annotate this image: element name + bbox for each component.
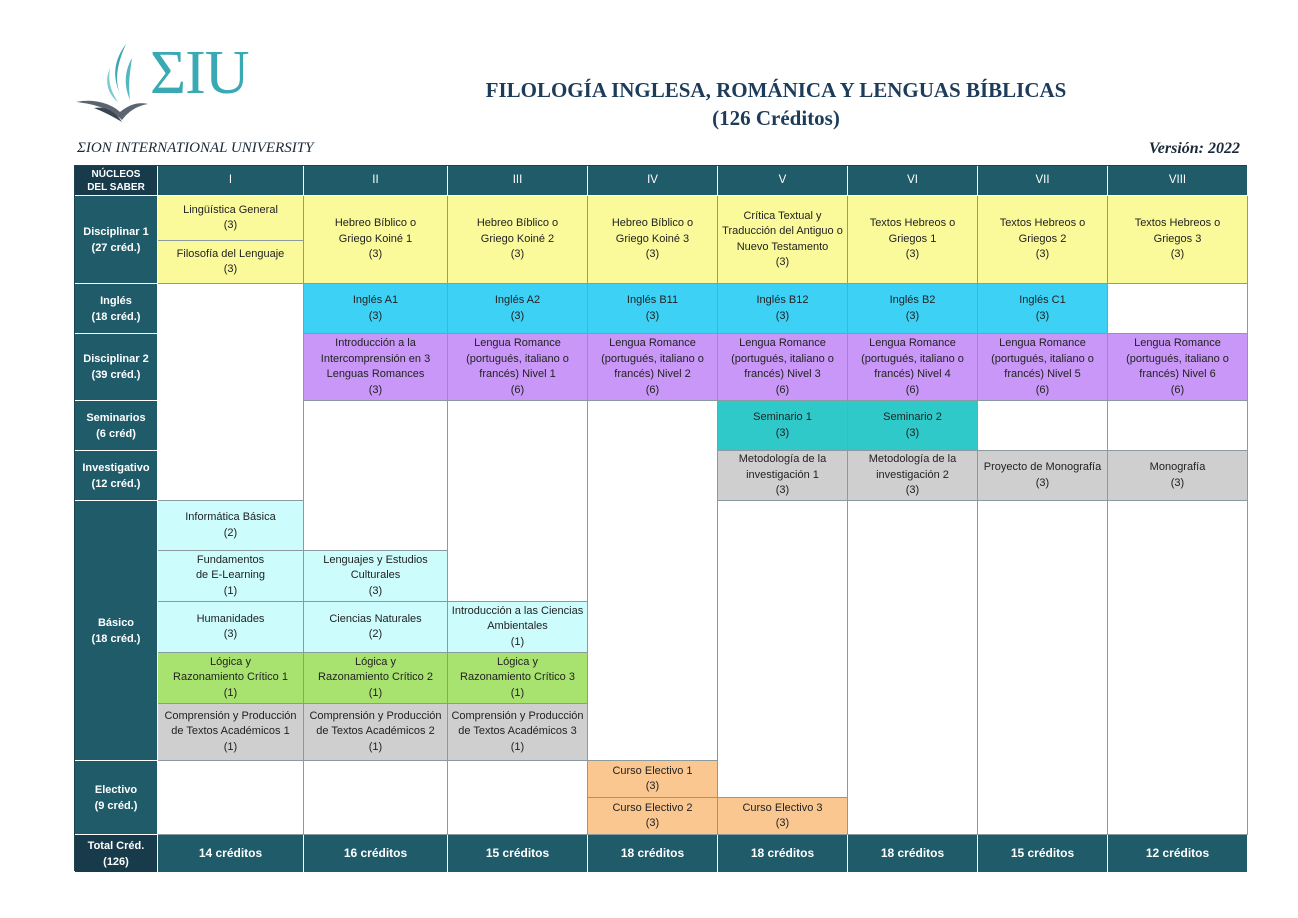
course-line: (1) — [223, 584, 238, 597]
course-line: (3) — [775, 256, 790, 268]
course-cell — [158, 551, 304, 602]
empty-cell — [304, 401, 448, 551]
row-header-credits: (18 créd.) — [91, 632, 141, 645]
course-line: Griego Koiné 3 — [615, 232, 690, 245]
course-line: de Textos Académicos 3 — [458, 725, 577, 738]
course-line: Lógica y — [355, 655, 396, 668]
row-header-name: Disciplinar 2 — [83, 353, 149, 365]
course-cell — [158, 501, 304, 551]
course-line: Comprensión y Producción — [451, 709, 584, 722]
page-title: FILOLOGÍA INGLESA, ROMÁNICA Y LENGUAS BÍBLICAS — [485, 78, 1067, 102]
course-line: Textos Hebreos o — [1134, 217, 1221, 230]
course-line: Razonamiento Crítico 3 — [460, 671, 575, 684]
course-line: (2) — [223, 526, 238, 539]
course-line: Lingüística General — [183, 203, 278, 216]
course-line: Lenguajes y Estudios — [323, 553, 428, 566]
course-line: (3) — [1170, 476, 1185, 489]
course-line: francés) Nivel 2 — [614, 368, 691, 380]
course-line: (1) — [510, 740, 525, 753]
total-credits: 14 créditos — [158, 835, 304, 873]
semester-header: VII — [978, 166, 1108, 196]
course-line: Culturales — [350, 569, 401, 582]
course-line: Inglés A2 — [494, 294, 541, 306]
course-line: (1) — [223, 686, 238, 699]
course-line: francés) Nivel 4 — [874, 368, 951, 380]
course-cell — [848, 334, 978, 401]
course-line: (3) — [1035, 248, 1050, 261]
total-credits: 18 créditos — [718, 835, 848, 873]
course-line: Inglés C1 — [1019, 294, 1066, 306]
course-line: (portugués, italiano o — [601, 352, 704, 365]
course-line: (2) — [368, 628, 383, 640]
course-line: (3) — [775, 817, 790, 829]
empty-cell — [848, 501, 978, 835]
logo-text: ΣIU — [150, 39, 249, 107]
empty-cell — [1108, 501, 1248, 835]
course-cell — [588, 196, 718, 284]
university-name: ΣION INTERNATIONAL UNIVERSITY — [77, 140, 314, 156]
course-cell — [158, 653, 304, 704]
row-header — [75, 761, 158, 835]
course-line: (3) — [368, 309, 383, 322]
total-credits: 15 créditos — [978, 835, 1108, 873]
row-header-credits: (18 créd.) — [91, 310, 141, 323]
total-credits: 18 créditos — [848, 835, 978, 873]
course-line: Textos Hebreos o — [869, 217, 956, 230]
course-line: Lengua Romance — [739, 337, 826, 349]
course-cell — [1108, 196, 1248, 284]
course-line: Metodología de la — [738, 453, 827, 466]
row-header-credits: (27 créd.) — [91, 241, 141, 254]
course-line: francés) Nivel 5 — [1004, 368, 1081, 380]
course-line: Razonamiento Crítico 1 — [173, 671, 288, 684]
empty-cell — [1108, 284, 1248, 334]
empty-cell — [718, 501, 848, 798]
course-cell — [718, 798, 848, 835]
row-header-name: Disciplinar 1 — [83, 225, 149, 238]
course-line: Curso Electivo 1 — [612, 764, 693, 777]
course-line: Textos Hebreos o — [999, 217, 1086, 230]
course-line: Inglés B2 — [889, 294, 936, 306]
course-line: Razonamiento Crítico 2 — [318, 671, 433, 684]
course-line: (1) — [510, 635, 525, 648]
course-line: Inglés B11 — [626, 294, 679, 306]
course-cell — [718, 196, 848, 284]
semester-header: IV — [588, 166, 718, 196]
total-credits: 15 créditos — [448, 835, 588, 873]
course-line: (3) — [223, 628, 238, 640]
course-line: (1) — [223, 740, 238, 753]
row-header-name: Electivo — [94, 783, 138, 796]
empty-cell — [448, 401, 588, 602]
course-line: Monografía — [1149, 461, 1206, 473]
course-cell — [588, 761, 718, 798]
course-line: (3) — [905, 248, 920, 261]
course-cell — [848, 284, 978, 334]
semester-header: V — [718, 166, 848, 196]
course-line: Ambientales — [487, 620, 548, 633]
course-line: francés) Nivel 3 — [744, 368, 821, 380]
total-credits: 12 créditos — [1108, 835, 1248, 873]
course-cell — [588, 798, 718, 835]
course-cell — [978, 196, 1108, 284]
course-line: Griegos 2 — [1018, 232, 1067, 245]
course-cell — [978, 334, 1108, 401]
course-line: (3) — [775, 484, 790, 497]
course-line: Lógica y — [497, 655, 538, 668]
semester-header: III — [448, 166, 588, 196]
course-line: Hebreo Bíblico o — [611, 217, 694, 230]
course-line: (3) — [905, 309, 920, 322]
course-cell — [304, 284, 448, 334]
course-cell — [1108, 451, 1248, 501]
course-line: francés) Nivel 1 — [479, 368, 556, 380]
course-line: Griegos 1 — [888, 232, 937, 245]
course-line: (6) — [775, 383, 790, 396]
course-line: Curso Electivo 2 — [612, 801, 693, 814]
course-line: Informática Básica — [185, 511, 276, 523]
row-header-credits: (6 créd) — [96, 427, 136, 440]
course-line: (3) — [368, 584, 383, 597]
course-line: Curso Electivo 3 — [742, 801, 823, 814]
course-cell — [588, 284, 718, 334]
course-line: (3) — [368, 383, 383, 396]
course-line: Hebreo Bíblico o — [476, 217, 559, 230]
course-line: (1) — [510, 686, 525, 699]
course-line: (6) — [1035, 383, 1050, 396]
row-header-name: Seminarios — [86, 411, 146, 424]
curriculum-table — [74, 165, 1247, 871]
course-cell — [448, 196, 588, 284]
course-cell — [588, 334, 718, 401]
course-line: Inglés B12 — [756, 294, 809, 306]
course-cell — [304, 704, 448, 761]
course-line: (3) — [645, 817, 660, 829]
course-cell — [158, 704, 304, 761]
course-line: (3) — [223, 263, 238, 275]
course-line: (6) — [510, 383, 525, 396]
course-line: de E-Learning — [195, 569, 266, 582]
course-cell — [304, 602, 448, 653]
course-line: (1) — [368, 686, 383, 699]
course-line: (3) — [775, 309, 790, 322]
course-line: (3) — [645, 780, 660, 792]
course-line: Griego Koiné 2 — [480, 232, 555, 245]
course-line: Fundamentos — [196, 553, 265, 566]
course-line: Lógica y — [210, 655, 251, 668]
course-line: (3) — [905, 484, 920, 497]
total-label — [75, 835, 158, 873]
course-line: (3) — [1035, 309, 1050, 322]
row-header-credits: (39 créd.) — [91, 369, 141, 381]
semester-header: I — [158, 166, 304, 196]
course-line: (3) — [645, 248, 660, 261]
course-line: Introducción a las Ciencias — [451, 604, 584, 617]
row-header — [75, 284, 158, 334]
row-header — [75, 501, 158, 761]
course-line: Lengua Romance — [609, 337, 696, 349]
course-line: Inglés A1 — [352, 294, 399, 306]
course-line: (3) — [510, 248, 525, 261]
empty-cell — [448, 761, 588, 835]
course-line: Lenguas Romances — [326, 368, 425, 380]
course-cell — [448, 284, 588, 334]
course-line: (6) — [905, 383, 920, 396]
course-cell — [848, 401, 978, 451]
row-header — [75, 334, 158, 401]
course-line: (3) — [1035, 476, 1050, 489]
course-cell — [978, 451, 1108, 501]
course-cell — [448, 704, 588, 761]
course-line: Filosofía del Lenguaje — [176, 247, 285, 260]
course-line: Humanidades — [196, 612, 265, 625]
row-header — [75, 401, 158, 451]
course-line: (6) — [1170, 383, 1185, 396]
course-line: de Textos Académicos 1 — [171, 725, 290, 738]
course-line: (3) — [1170, 248, 1185, 261]
course-cell — [304, 196, 448, 284]
course-line: (6) — [645, 383, 660, 396]
course-line: Proyecto de Monografía — [983, 461, 1102, 473]
course-line: (1) — [368, 740, 383, 753]
empty-cell — [304, 761, 448, 835]
empty-cell — [158, 284, 304, 501]
corner-line: NÚCLEOS — [91, 168, 141, 180]
course-cell — [848, 451, 978, 501]
row-header-credits: (12 créd.) — [91, 477, 141, 490]
empty-cell — [158, 761, 304, 835]
course-line: (3) — [223, 219, 238, 231]
course-line: (3) — [905, 426, 920, 439]
course-line: (3) — [368, 248, 383, 261]
course-line: Introducción a la — [335, 337, 416, 349]
course-line: (portugués, italiano o — [1126, 352, 1229, 365]
course-line: (portugués, italiano o — [991, 352, 1094, 365]
course-line: Lengua Romance — [1134, 337, 1221, 349]
course-cell — [304, 653, 448, 704]
total-label-line: Total Créd. — [87, 839, 145, 852]
course-line: (portugués, italiano o — [731, 352, 834, 365]
empty-cell — [978, 401, 1108, 451]
course-line: Metodología de la — [868, 453, 957, 466]
course-cell — [158, 196, 304, 241]
course-line: Traducción del Antiguo o — [722, 225, 843, 237]
semester-header: II — [304, 166, 448, 196]
corner-line: DEL SABER — [87, 181, 145, 193]
course-cell — [158, 241, 304, 284]
course-cell — [718, 401, 848, 451]
semester-header: VI — [848, 166, 978, 196]
corner-header — [75, 166, 158, 196]
row-header-name: Investigativo — [82, 461, 150, 474]
course-line: Lengua Romance — [474, 337, 561, 349]
course-line: de Textos Académicos 2 — [316, 725, 435, 738]
course-line: Griegos 3 — [1153, 232, 1202, 245]
course-line: Nuevo Testamento — [736, 240, 829, 253]
empty-cell — [588, 401, 718, 761]
row-header — [75, 451, 158, 501]
course-line: Hebreo Bíblico o — [334, 217, 417, 230]
course-line: Intercomprensión en 3 — [320, 352, 431, 365]
course-cell — [304, 551, 448, 602]
course-cell — [448, 653, 588, 704]
course-line: Seminario 2 — [883, 411, 942, 423]
course-cell — [448, 334, 588, 401]
semester-header: VIII — [1108, 166, 1248, 196]
course-cell — [718, 334, 848, 401]
course-cell — [848, 196, 978, 284]
page-subtitle: (126 Créditos) — [712, 106, 840, 130]
course-cell — [718, 284, 848, 334]
version-label: Versión: 2022 — [1148, 140, 1240, 157]
course-line: (3) — [775, 426, 790, 439]
course-line: Seminario 1 — [753, 411, 812, 423]
course-line: francés) Nivel 6 — [1139, 368, 1216, 380]
course-line: investigación 2 — [876, 468, 949, 481]
course-line: Comprensión y Producción — [164, 709, 297, 722]
total-credits: 16 créditos — [304, 835, 448, 873]
course-cell — [1108, 334, 1248, 401]
course-cell — [448, 602, 588, 653]
course-line: (3) — [645, 309, 660, 322]
total-credits: 18 créditos — [588, 835, 718, 873]
empty-cell — [978, 501, 1108, 835]
course-line: (portugués, italiano o — [466, 352, 569, 365]
course-line: Lengua Romance — [999, 337, 1086, 349]
course-cell — [978, 284, 1108, 334]
row-header-name: Básico — [97, 616, 135, 629]
course-cell — [304, 334, 448, 401]
course-line: Griego Koiné 1 — [338, 232, 413, 245]
course-line: (3) — [510, 309, 525, 322]
course-cell — [718, 451, 848, 501]
course-line: Lengua Romance — [869, 337, 956, 349]
course-line: Crítica Textual y — [743, 209, 822, 222]
total-label-line: (126) — [103, 855, 129, 868]
empty-cell — [1108, 401, 1248, 451]
row-header-name: Inglés — [100, 294, 132, 307]
course-line: Ciencias Naturales — [329, 612, 422, 625]
row-header-credits: (9 créd.) — [94, 799, 138, 812]
course-line: Comprensión y Producción — [309, 709, 442, 722]
row-header — [75, 196, 158, 284]
course-line: (portugués, italiano o — [861, 352, 964, 365]
course-line: investigación 1 — [746, 468, 819, 481]
course-cell — [158, 602, 304, 653]
